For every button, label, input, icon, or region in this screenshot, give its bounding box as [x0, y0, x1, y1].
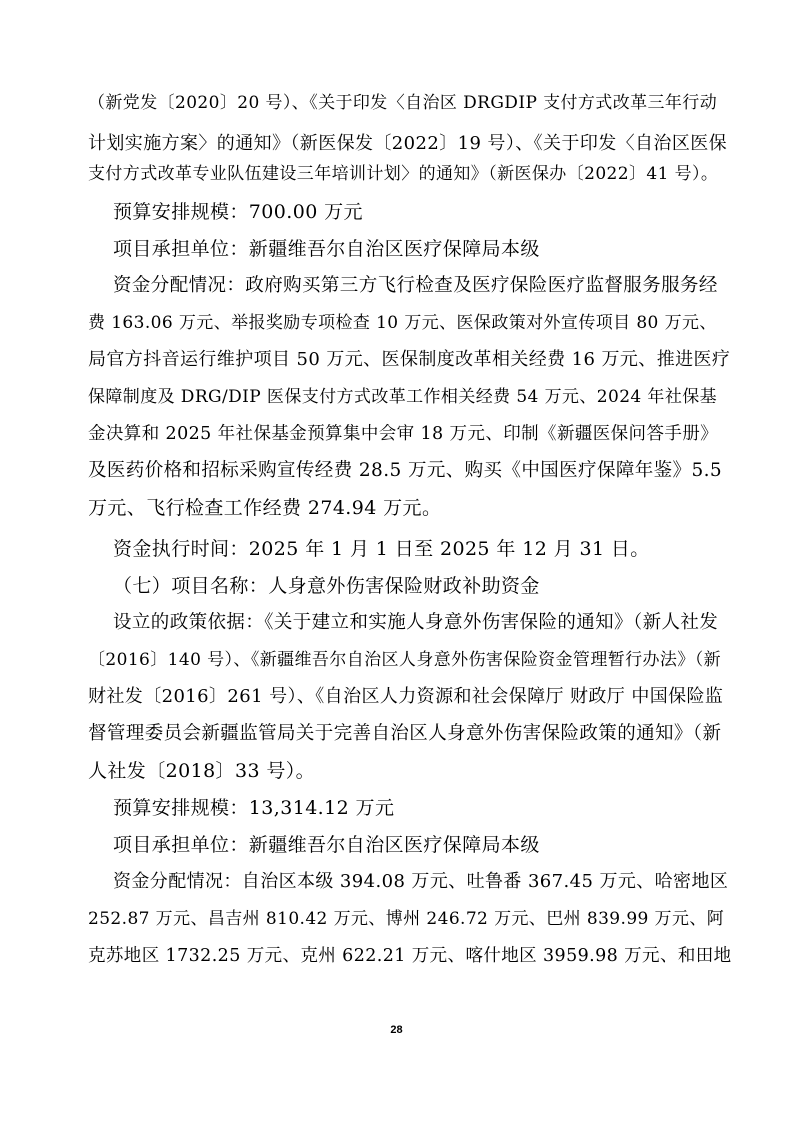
text-line: 252.87 万元、昌吉州 810.42 万元、博州 246.72 万元、巴州 839.99 万元、阿 — [88, 909, 725, 929]
text-line: 项目承担单位：新疆维吾尔自治区医疗保障局本级 — [113, 834, 540, 856]
text-line: 计划实施方案〉的通知》（新医保发〔2022〕19 号）、《关于印发〈自治区医保 — [88, 133, 728, 154]
text-line: 预算安排规模：700.00 万元 — [113, 201, 363, 223]
text-line: 财社发〔2016〕261 号）、《自治区人力资源和社会保障厅 财政厅 中国保险监 — [88, 686, 724, 707]
text-line: 保障制度及 DRG/DIP 医保支付方式改革工作相关经费 54 万元、2024 年社保基 — [88, 387, 718, 407]
text-line: 费 163.06 万元、举报奖励专项检查 10 万元、医保政策对外宣传项目 80 万元、 — [88, 313, 717, 333]
text-line: 设立的政策依据：《关于建立和实施人身意外伤害保险的通知》（新人社发 — [113, 612, 719, 633]
text-line: 资金分配情况：政府购买第三方飞行检查及医疗保险医疗监督服务服务经 — [113, 275, 718, 296]
page-number: 28 — [390, 1024, 403, 1036]
text-line: 资金执行时间：2025 年 1 月 1 日至 2025 年 12 月 31 日。 — [113, 538, 650, 560]
text-line: 局官方抖音运行维护项目 50 万元、医保制度改革相关经费 16 万元、推进医疗 — [88, 349, 731, 370]
text-line: 资金分配情况：自治区本级 394.08 万元、吐鲁番 367.45 万元、哈密地区 — [113, 871, 729, 892]
text-line: 及医药价格和招标采购宣传经费 28.5 万元、购买《中国医疗保障年鉴》5.5 — [88, 460, 723, 481]
text-line: （新党发〔2020〕20 号）、《关于印发〈自治区 DRGDIP 支付方式改革三年行动 — [88, 93, 718, 113]
text-line: 督管理委员会新疆监管局关于完善自治区人身意外伤害保险政策的通知》（新 — [88, 723, 722, 744]
text-line: 预算安排规模：13,314.12 万元 — [113, 797, 395, 819]
text-line: 人社发〔2018〕33 号）。 — [88, 760, 316, 782]
text-line: 支付方式改革专业队伍建设三年培训计划〉的通知》（新医保办〔2022〕41 号）。 — [88, 164, 719, 184]
text-line: 克苏地区 1732.25 万元、克州 622.21 万元、喀什地区 3959.98 万元、和田地 — [88, 946, 732, 966]
section-heading: （七）项目名称：人身意外伤害保险财政补助资金 — [113, 575, 540, 597]
text-line: 〔2016〕140 号）、《新疆维吾尔自治区人身意外伤害保险资金管理暂行办法》（新 — [88, 650, 722, 670]
text-line: 项目承担单位：新疆维吾尔自治区医疗保障局本级 — [113, 238, 540, 260]
text-line: 万元、飞行检查工作经费 274.94 万元。 — [88, 497, 442, 519]
text-line: 金决算和 2025 年社保基金预算集中会审 18 万元、印制《新疆医保问答手册》 — [88, 424, 719, 444]
